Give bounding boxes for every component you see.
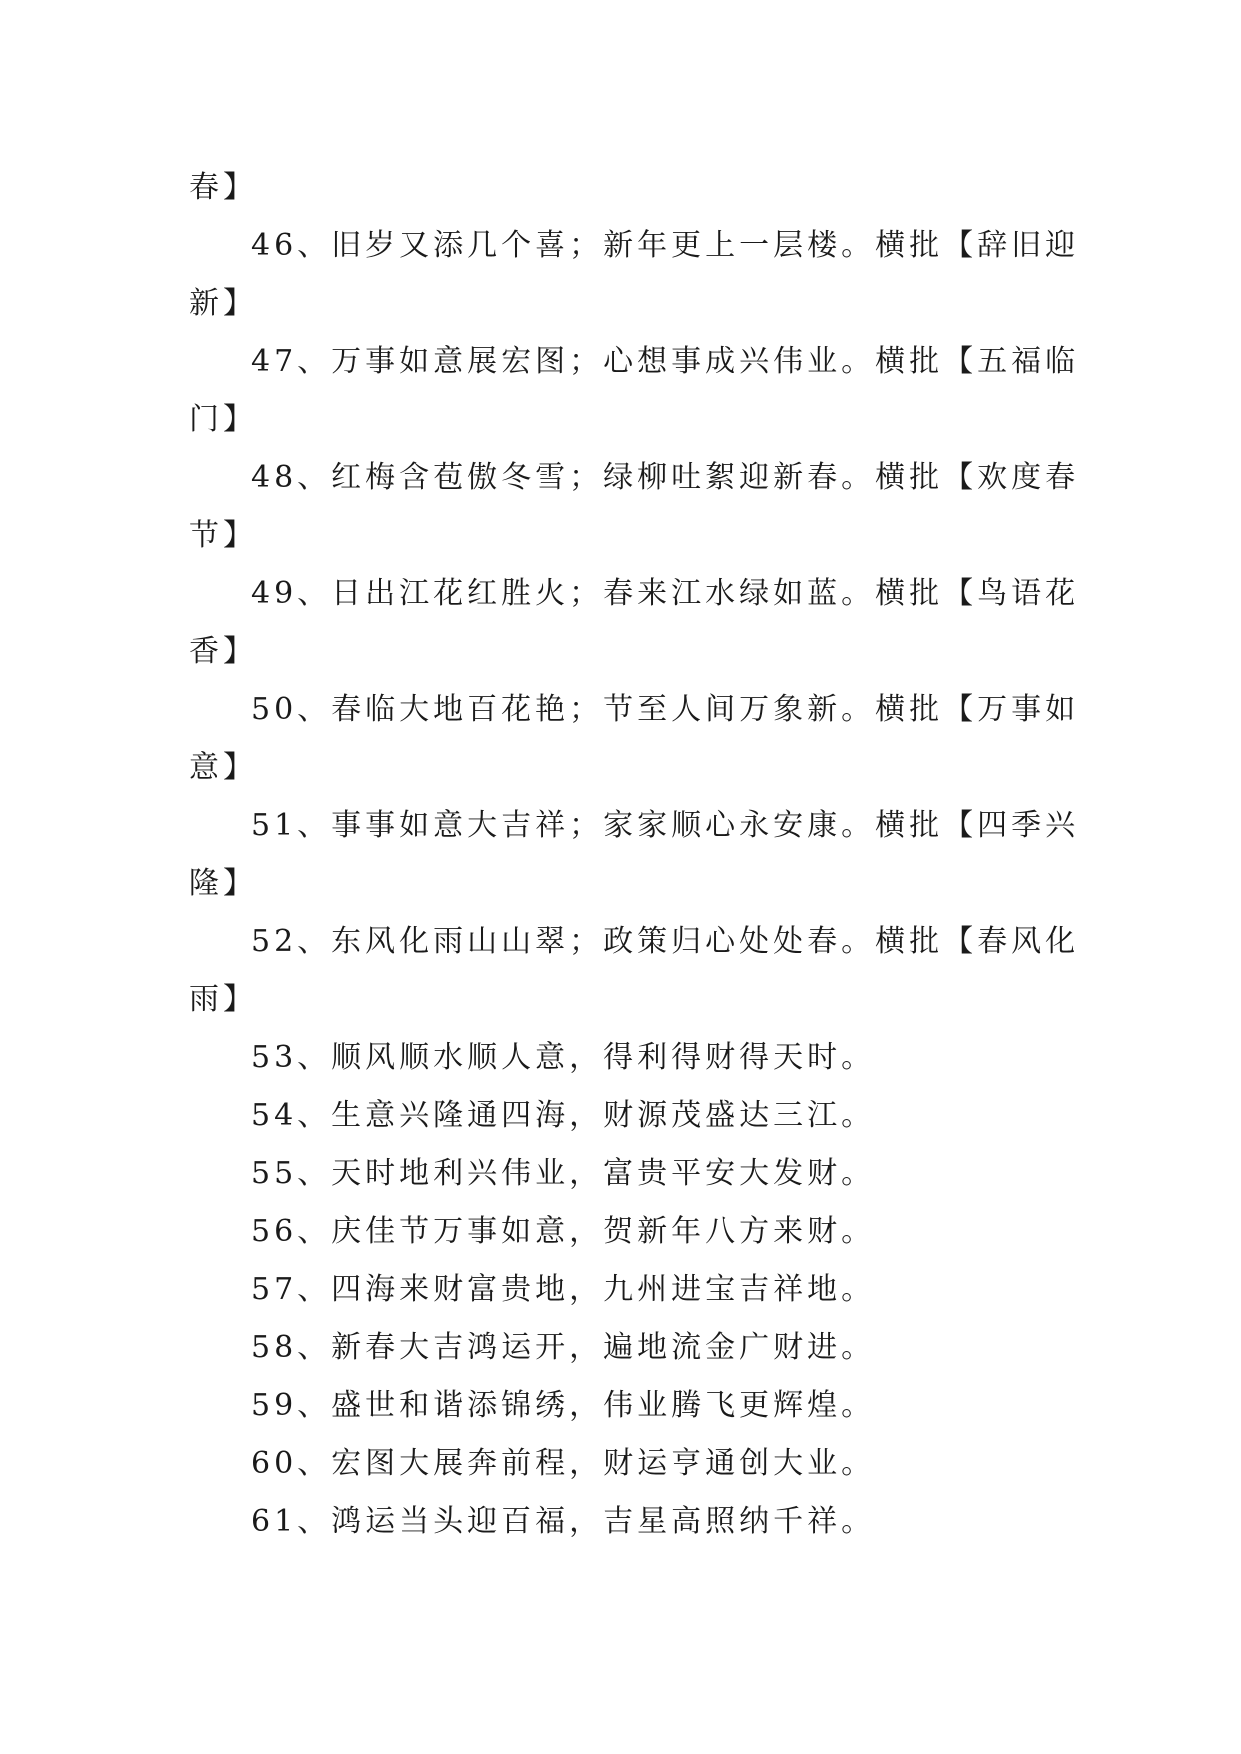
- text-line: 香】: [189, 634, 257, 669]
- text-line: 门】: [189, 402, 257, 437]
- couplet-item-46: 46、旧岁又添几个喜；新年更上一层楼。横批【辞旧迎: [251, 228, 1080, 263]
- couplet-item-54: 54、生意兴隆通四海，财源茂盛达三江。: [251, 1098, 876, 1133]
- couplet-item-56: 56、庆佳节万事如意，贺新年八方来财。: [251, 1214, 876, 1249]
- text-line: 春】: [189, 170, 257, 205]
- text-line: 意】: [189, 750, 257, 785]
- text-line: 隆】: [189, 866, 257, 901]
- couplet-item-48: 48、红梅含苞傲冬雪；绿柳吐絮迎新春。横批【欢度春: [251, 460, 1080, 495]
- couplet-item-55: 55、天时地利兴伟业，富贵平安大发财。: [251, 1156, 876, 1191]
- couplet-item-50: 50、春临大地百花艳；节至人间万象新。横批【万事如: [251, 692, 1080, 727]
- couplet-item-52: 52、东风化雨山山翠；政策归心处处春。横批【春风化: [251, 924, 1080, 959]
- couplet-item-51: 51、事事如意大吉祥；家家顺心永安康。横批【四季兴: [251, 808, 1080, 843]
- couplet-list: [189, 159, 1080, 1551]
- text-line: 雨】: [189, 982, 257, 1017]
- couplet-item-58: 58、新春大吉鸿运开，遍地流金广财进。: [251, 1330, 876, 1365]
- couplet-item-57: 57、四海来财富贵地，九州进宝吉祥地。: [251, 1272, 876, 1307]
- couplet-item-60: 60、宏图大展奔前程，财运亨通创大业。: [251, 1446, 876, 1481]
- text-line: 新】: [189, 286, 257, 321]
- couplet-item-47: 47、万事如意展宏图；心想事成兴伟业。横批【五福临: [251, 344, 1080, 379]
- couplet-item-53: 53、顺风顺水顺人意，得利得财得天时。: [251, 1040, 876, 1075]
- couplet-item-61: 61、鸿运当头迎百福，吉星高照纳千祥。: [251, 1504, 876, 1539]
- couplet-item-49: 49、日出江花红胜火；春来江水绿如蓝。横批【鸟语花: [251, 576, 1080, 611]
- couplet-item-59: 59、盛世和谐添锦绣，伟业腾飞更辉煌。: [251, 1388, 876, 1423]
- text-line: 节】: [189, 518, 257, 553]
